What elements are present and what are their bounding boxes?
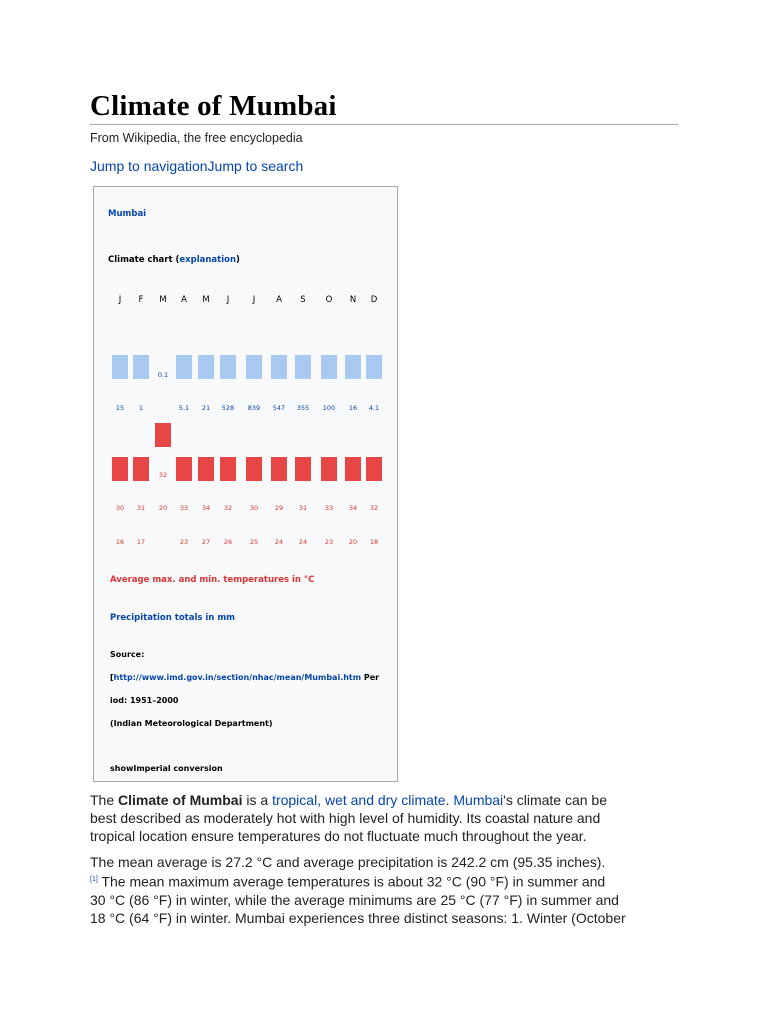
temp-min-label: 24 (274, 538, 284, 546)
chart-label-end: ) (236, 255, 240, 265)
source-department: (Indian Meteorological Department) (110, 719, 273, 728)
article-paragraph-1 (90, 791, 680, 845)
temperature-bar (271, 457, 287, 481)
precip-value-label: 547 (272, 404, 286, 412)
precipitation-legend: Precipitation totals in mm (110, 613, 236, 623)
month-label: J (226, 295, 230, 305)
precip-value-label: 100 (322, 404, 336, 412)
month-label: F (138, 295, 144, 305)
imperial-toggle[interactable] (110, 764, 223, 773)
p2-line2: The mean maximum average temperatures is about 32 °C (90 °F) in summer and (97, 873, 606, 890)
precip-value-label: 528 (221, 404, 235, 412)
reference-1-link[interactable]: [1] (90, 876, 98, 883)
mumbai-link[interactable]: Mumbai (453, 792, 504, 808)
precip-bar (220, 355, 236, 379)
source-bracket: [ (110, 673, 114, 682)
precip-value-label: 355 (296, 404, 310, 412)
month-label: J (118, 295, 122, 305)
temp-max-label: 33 (324, 504, 334, 512)
chart-label: Climate chart ( (108, 255, 180, 265)
precip-bar (198, 355, 214, 379)
temp-max-label: 34 (348, 504, 358, 512)
temp-max-label: 33 (179, 504, 189, 512)
jump-to-navigation-link[interactable]: Jump to navigation (90, 158, 208, 174)
show-toggle-label[interactable]: show (110, 764, 134, 773)
p2-line1: The mean average is 27.2 °C and average precipitation is 242.2 cm (95.35 inches). (90, 854, 606, 870)
temp-min-label: 25 (249, 538, 259, 546)
infobox-city-link[interactable]: Mumbai (108, 209, 147, 219)
temperature-bar (133, 457, 149, 481)
temp-min-label: 32 (158, 471, 168, 479)
temperature-bar (246, 457, 262, 481)
explanation-link[interactable]: explanation (179, 255, 237, 265)
precip-bar (176, 355, 192, 379)
temp-min-label: 18 (369, 538, 379, 546)
precip-value-label: 15 (115, 404, 125, 412)
precip-bar (112, 355, 128, 379)
precip-bar (295, 355, 311, 379)
precip-value-label: 16 (348, 404, 358, 412)
temperature-bar (155, 423, 171, 447)
precip-bar (321, 355, 337, 379)
temperature-bar (112, 457, 128, 481)
temp-max-label: 30 (249, 504, 259, 512)
temperature-bar (176, 457, 192, 481)
temperature-bar (321, 457, 337, 481)
climate-chart-heading (108, 255, 240, 265)
temp-min-label: 26 (223, 538, 233, 546)
precip-bar (345, 355, 361, 379)
month-label: J (252, 295, 256, 305)
month-label: A (181, 295, 187, 305)
month-label: S (300, 295, 306, 305)
p2-line3: 30 °C (86 °F) in winter, while the average minimums are 25 °C (77 °F) in summer and (90, 891, 619, 908)
p1-bold-title: Climate of Mumbai (118, 792, 243, 808)
temp-min-label: 17 (136, 538, 146, 546)
p1-line2: best described as moderately hot with high level of humidity. Its coastal nature and (90, 810, 601, 826)
temperature-legend: Average max. and min. temperatures in °C (110, 575, 315, 585)
p1-is: is a (242, 792, 273, 808)
page-title: Climate of Mumbai (90, 90, 337, 122)
temp-max-label: 32 (223, 504, 233, 512)
temperature-bar (198, 457, 214, 481)
p1-line1-rest: 's climate can be (503, 792, 608, 808)
temp-max-label: 29 (274, 504, 284, 512)
precip-bar (246, 355, 262, 379)
p1-dot: . (445, 792, 454, 808)
month-label: M (159, 295, 167, 305)
temp-min-label: 20 (348, 538, 358, 546)
month-label: M (202, 295, 210, 305)
temperature-bar (220, 457, 236, 481)
temp-min-label: 23 (179, 538, 189, 546)
precip-value-label: 5.1 (178, 404, 190, 412)
month-label: A (276, 295, 282, 305)
temp-max-label: 20 (158, 504, 168, 512)
temperature-bar (366, 457, 382, 481)
temperature-bar (345, 457, 361, 481)
jump-links (90, 158, 303, 174)
source-label: Source: (110, 650, 145, 659)
precip-value-label: 839 (247, 404, 261, 412)
p1-the: The (90, 792, 119, 808)
temp-min-label: 23 (324, 538, 334, 546)
page-subtitle: From Wikipedia, the free encyclopedia (90, 131, 303, 145)
p1-line3: tropical location ensure temperatures do not fluctuate much throughout the year. (90, 828, 587, 844)
temp-max-label: 30 (115, 504, 125, 512)
temp-max-label: 34 (201, 504, 211, 512)
temperature-bar (295, 457, 311, 481)
imperial-conversion-label: Imperial conversion (133, 764, 223, 773)
month-label: N (349, 295, 357, 305)
source-url-link[interactable]: http://www.imd.gov.in/section/nhac/mean/Mumbai.htm (113, 673, 362, 682)
precip-value-label: 4.1 (368, 404, 380, 412)
precip-bar (271, 355, 287, 379)
title-divider (90, 124, 678, 125)
precip-value-label: 1 (138, 404, 144, 412)
precip-value-label: 0.1 (157, 371, 169, 379)
temp-max-label: 31 (136, 504, 146, 512)
source-line (110, 673, 379, 682)
temp-min-label: 27 (201, 538, 211, 546)
climate-infobox (93, 186, 398, 782)
temp-min-label: 24 (298, 538, 308, 546)
temp-max-label: 31 (298, 504, 308, 512)
jump-to-search-link[interactable]: Jump to search (207, 158, 304, 174)
month-label: O (325, 295, 333, 305)
precip-value-label: 21 (201, 404, 211, 412)
source-per: Per (361, 673, 380, 682)
tropical-climate-link[interactable]: tropical, wet and dry climate (272, 792, 446, 808)
month-label: D (370, 295, 378, 305)
temp-max-label: 32 (369, 504, 379, 512)
article-paragraph-2 (90, 853, 680, 927)
temp-min-label: 16 (115, 538, 125, 546)
source-period: iod: 1951–2000 (110, 696, 179, 705)
precip-bar (366, 355, 382, 379)
p2-line4: 18 °C (64 °F) in winter. Mumbai experiences three distinct seasons: 1. Winter (October (90, 909, 626, 926)
precip-bar (133, 355, 149, 379)
